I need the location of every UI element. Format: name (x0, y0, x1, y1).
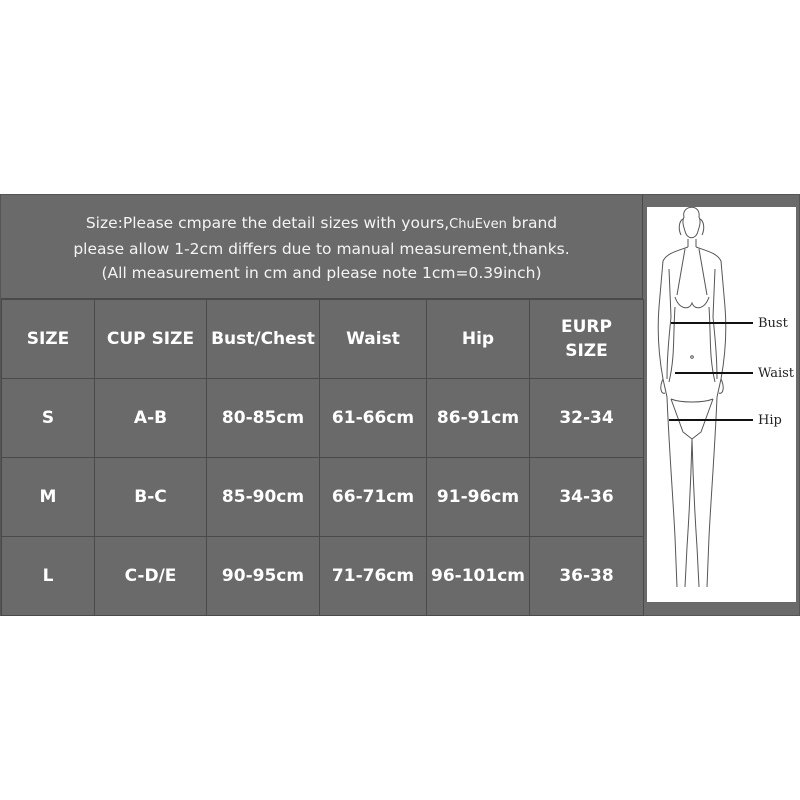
cell-hip: 86-91cm (427, 379, 530, 458)
header-size: SIZE (2, 300, 95, 379)
cell-bust: 85-90cm (207, 458, 320, 537)
cell-cup: A-B (95, 379, 207, 458)
size-chart (0, 194, 800, 616)
cell-waist: 61-66cm (320, 379, 427, 458)
header-eurp-size (530, 300, 644, 379)
size-note (1, 195, 643, 299)
cell-hip: 91-96cm (427, 458, 530, 537)
waist-label: Waist (758, 366, 795, 381)
cell-size: L (2, 537, 95, 616)
cell-size: S (2, 379, 95, 458)
body-measurement-figure (647, 207, 796, 602)
bust-label: Bust (758, 316, 788, 331)
cell-waist: 71-76cm (320, 537, 427, 616)
note-line-3: (All measurement in cm and please note 1cm=0.39inch) (101, 264, 542, 282)
size-table (1, 299, 644, 616)
header-bust: Bust/Chest (207, 300, 320, 379)
cell-size: M (2, 458, 95, 537)
cell-bust: 90-95cm (207, 537, 320, 616)
cell-hip: 96-101cm (427, 537, 530, 616)
note-line-1-suffix: brand (506, 214, 558, 232)
note-line-1-text: Size:Please cmpare the detail sizes with yours, (85, 214, 450, 232)
table-header-row (2, 300, 644, 379)
table-row (2, 458, 644, 537)
note-line-2: please allow 1-2cm differs due to manual measurement,thanks. (73, 240, 570, 258)
table-row (2, 379, 644, 458)
header-eurp-size-label: EURP SIZE (561, 317, 612, 361)
cell-eurp: 34-36 (530, 458, 644, 537)
body-outline-illustration (647, 207, 796, 602)
table-row (2, 537, 644, 616)
header-hip: Hip (427, 300, 530, 379)
cell-cup: B-C (95, 458, 207, 537)
hip-label: Hip (758, 413, 782, 428)
cell-cup: C-D/E (95, 537, 207, 616)
cell-waist: 66-71cm (320, 458, 427, 537)
cell-eurp: 32-34 (530, 379, 644, 458)
cell-eurp: 36-38 (530, 537, 644, 616)
header-cup-size: CUP SIZE (95, 300, 207, 379)
note-line-1 (1, 211, 642, 237)
brand-name: ChuEven (449, 217, 507, 232)
header-waist: Waist (320, 300, 427, 379)
cell-bust: 80-85cm (207, 379, 320, 458)
